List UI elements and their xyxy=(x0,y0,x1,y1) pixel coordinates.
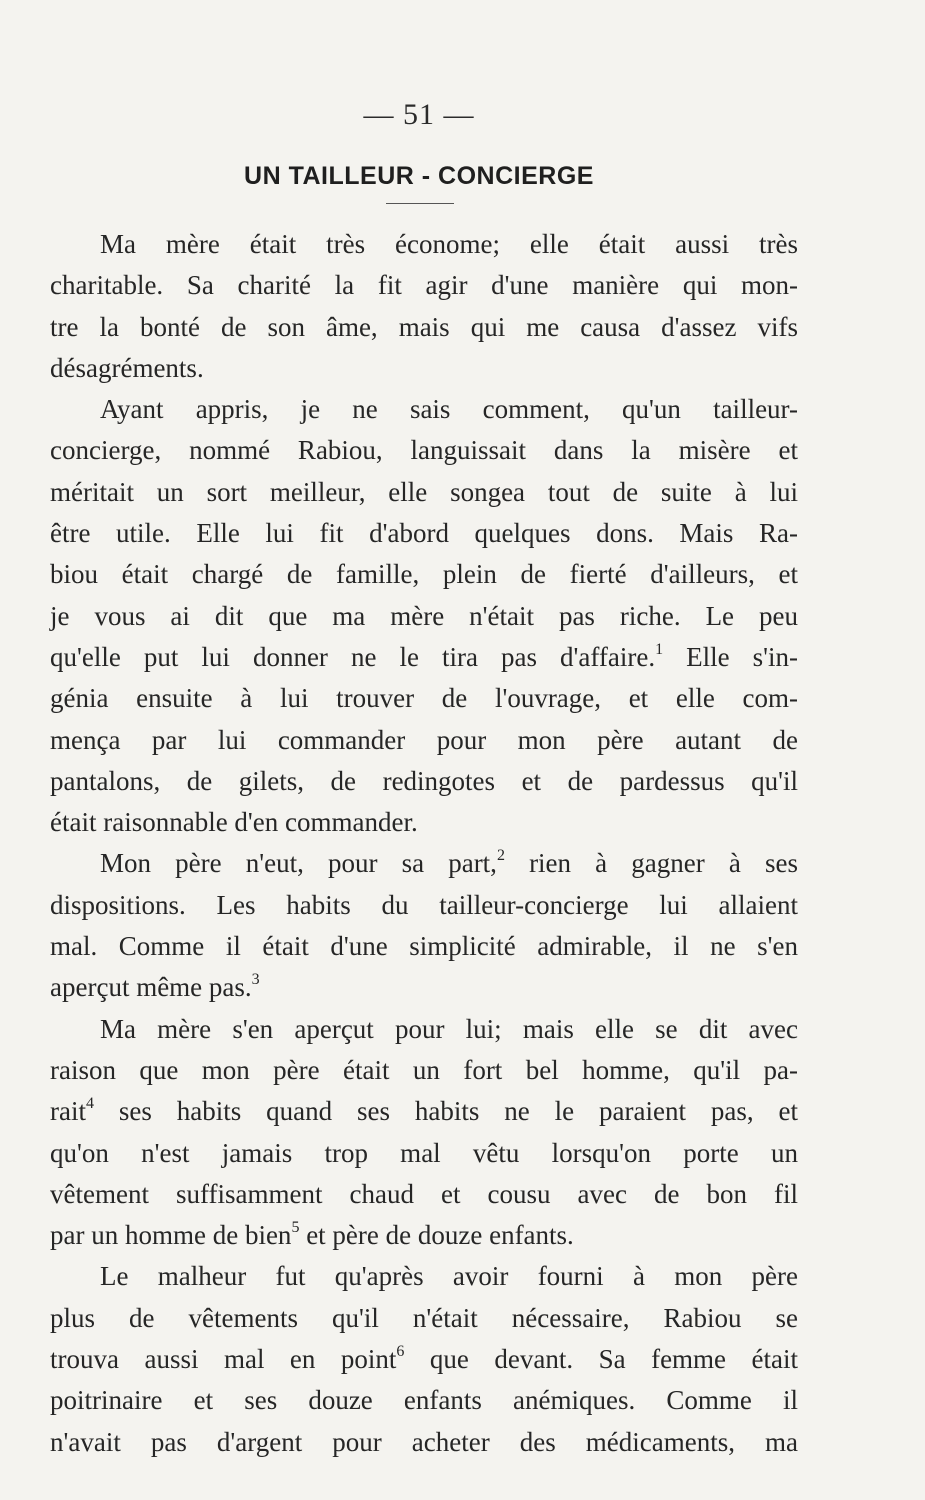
text-line: Le malheur fut qu'après avoir fourni à mon père xyxy=(100,1261,798,1292)
text-line: charitable. Sa charité la fit agir d'une manière qui mon- xyxy=(50,270,798,301)
text-line: biou était chargé de famille, plein de fierté d'ailleurs, et xyxy=(50,559,798,590)
footnote-ref: 2 xyxy=(496,847,505,865)
footnote-ref: 3 xyxy=(251,971,260,989)
text-line xyxy=(50,967,798,1008)
text-line: poitrinaire et ses douze enfants anémiques. Comme il xyxy=(50,1385,798,1416)
text-line xyxy=(50,637,798,678)
text-line: vêtement suffisamment chaud et cousu avec de bon fil xyxy=(50,1178,798,1209)
page-number: — 51 — xyxy=(363,98,475,131)
text-line: être utile. Elle lui fit d'abord quelques dons. Mais Ra- xyxy=(50,518,798,549)
text-line: génia ensuite à lui trouver de l'ouvrage, et elle com- xyxy=(50,683,798,714)
text-line: Ma mère s'en aperçut pour lui; mais elle se dit avec xyxy=(100,1013,798,1044)
text-line xyxy=(50,1091,798,1132)
text-segment: par un homme de bien xyxy=(50,1220,292,1251)
text-line xyxy=(50,1215,798,1256)
text-line xyxy=(50,1339,798,1380)
footnote-ref: 4 xyxy=(85,1095,94,1113)
text-line: méritait un sort meilleur, elle songea tout de suite à lui xyxy=(50,476,798,507)
text-segment: trouva aussi mal en point xyxy=(50,1344,397,1375)
text-line: Ayant appris, je ne sais comment, qu'un tailleur- xyxy=(100,394,798,425)
footnote-ref: 5 xyxy=(291,1219,300,1237)
text-segment: et père de douze enfants. xyxy=(299,1220,574,1251)
text-line: tre la bonté de son âme, mais qui me causa d'assez vifs xyxy=(50,311,798,342)
chapter-title: UN TAILLEUR - CONCIERGE xyxy=(244,162,594,190)
text-line: qu'on n'est jamais trop mal vêtu lorsqu'on porte un xyxy=(50,1137,798,1168)
footnote-ref: 6 xyxy=(396,1343,405,1361)
text-line: dispositions. Les habits du tailleur-concierge lui allaient xyxy=(50,889,798,920)
footnote-ref: 1 xyxy=(655,640,664,658)
text-line: pantalons, de gilets, de redingotes et de pardessus qu'il xyxy=(50,765,798,796)
text-line xyxy=(50,843,798,884)
text-line: désagréments. xyxy=(50,352,204,383)
text-line: plus de vêtements qu'il n'était nécessaire, Rabiou se xyxy=(50,1302,798,1333)
text-line: je vous ai dit que ma mère n'était pas riche. Le peu xyxy=(50,600,798,631)
text-segment: Elle s'in- xyxy=(663,641,798,672)
text-line: mença par lui commander pour mon père autant de xyxy=(50,724,798,755)
text-line: concierge, nommé Rabiou, languissait dans la misère et xyxy=(50,435,798,466)
title-rule xyxy=(386,203,454,204)
text-line: Ma mère était très économe; elle était aussi très xyxy=(100,229,798,259)
text-line: n'avait pas d'argent pour acheter des médicaments, ma xyxy=(50,1426,798,1457)
text-segment: Mon père n'eut, pour sa part, xyxy=(100,848,497,879)
text-line: était raisonnable d'en commander. xyxy=(50,807,418,838)
text-segment: aperçut même pas. xyxy=(50,972,252,1003)
text-segment: rait xyxy=(50,1096,86,1127)
body-text xyxy=(50,224,798,1463)
text-segment: qu'elle put lui donner ne le tira pas d'affaire. xyxy=(50,641,656,672)
text-segment: rien à gagner à ses xyxy=(504,848,798,879)
text-segment: que devant. Sa femme était xyxy=(404,1344,799,1375)
text-segment: ses habits quand ses habits ne le paraient pas, et xyxy=(93,1096,798,1127)
text-line: raison que mon père était un fort bel homme, qu'il pa- xyxy=(50,1054,798,1085)
text-line: mal. Comme il était d'une simplicité admirable, il ne s'en xyxy=(50,931,798,962)
